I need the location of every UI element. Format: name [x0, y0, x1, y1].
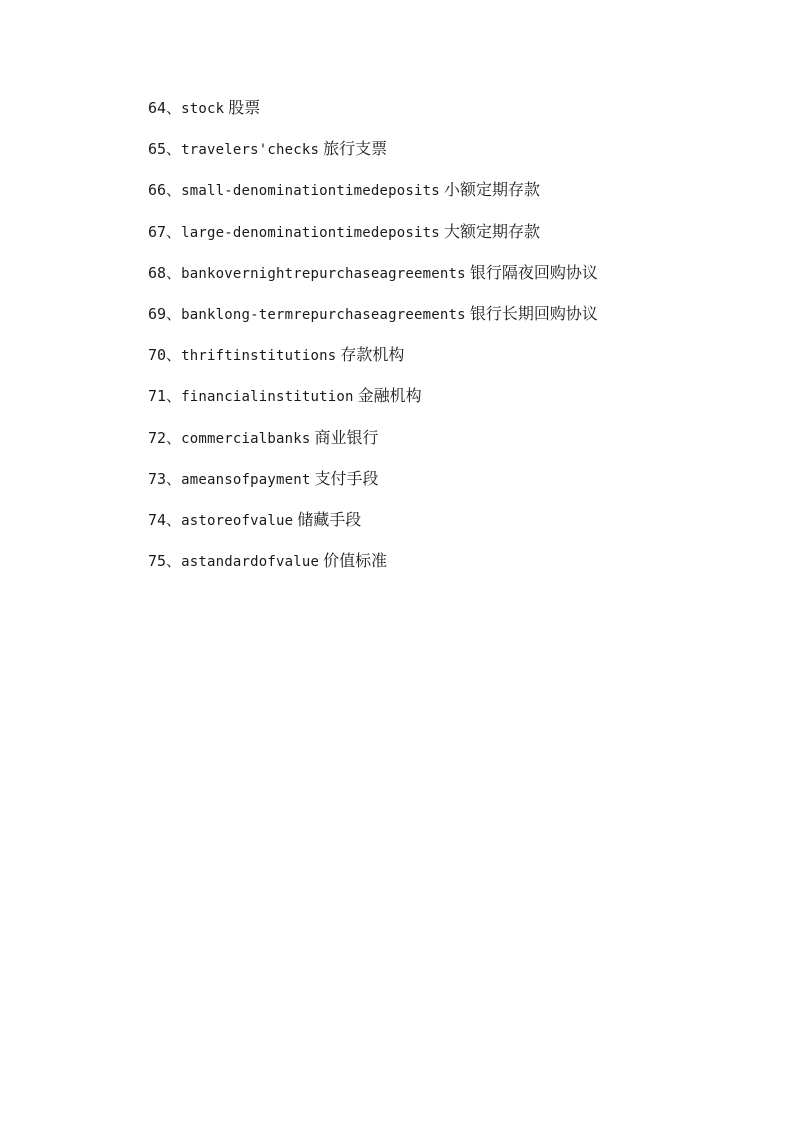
item-number: 64、 [148, 99, 182, 117]
item-number: 73、 [148, 469, 182, 488]
english-term: banklong-termrepurchaseagreements [181, 306, 466, 323]
item-number: 71、 [148, 387, 182, 406]
list-item [148, 467, 598, 508]
chinese-term: 金融机构 [357, 386, 422, 406]
english-term: thriftinstitutions [181, 348, 337, 365]
chinese-term: 小额定期存款 [443, 180, 540, 200]
list-item [148, 261, 598, 302]
english-term: commercialbanks [181, 430, 311, 447]
item-number: 66、 [148, 181, 182, 200]
list-item [148, 302, 598, 343]
item-number: 68、 [148, 263, 182, 282]
list-item [148, 426, 598, 467]
chinese-term: 支付手段 [314, 468, 379, 488]
list-item [148, 508, 598, 549]
item-number: 72、 [148, 428, 182, 447]
english-term: ameansofpayment [181, 471, 311, 488]
chinese-term: 商业银行 [314, 427, 379, 447]
list-item [148, 343, 598, 384]
english-term: astoreofvalue [181, 512, 294, 529]
item-number: 65、 [148, 140, 182, 159]
english-term: stock [181, 101, 225, 117]
list-item [148, 178, 598, 219]
chinese-term: 股票 [228, 98, 261, 117]
item-number: 67、 [148, 222, 182, 241]
english-term: large-denominationtimedeposits [181, 224, 440, 241]
item-number: 74、 [148, 510, 182, 529]
term-list [148, 96, 598, 590]
list-item [148, 549, 598, 590]
english-term: financialinstitution [181, 389, 354, 406]
chinese-term: 储藏手段 [297, 509, 362, 529]
list-item [148, 384, 598, 425]
english-term: travelers'checks [181, 142, 320, 159]
english-term: small-denominationtimedeposits [181, 183, 440, 200]
chinese-term: 存款机构 [340, 345, 405, 365]
chinese-term: 银行隔夜回购协议 [469, 262, 598, 282]
item-number: 75、 [148, 552, 182, 571]
item-number: 69、 [148, 304, 182, 323]
chinese-term: 大额定期存款 [443, 221, 540, 241]
english-term: astandardofvalue [181, 554, 320, 571]
english-term: bankovernightrepurchaseagreements [181, 265, 466, 282]
item-number: 70、 [148, 346, 182, 365]
chinese-term: 银行长期回购协议 [469, 303, 598, 323]
list-item [148, 137, 598, 178]
list-item [148, 220, 598, 261]
list-item [148, 96, 598, 137]
chinese-term: 旅行支票 [323, 139, 388, 159]
chinese-term: 价值标准 [323, 551, 388, 571]
